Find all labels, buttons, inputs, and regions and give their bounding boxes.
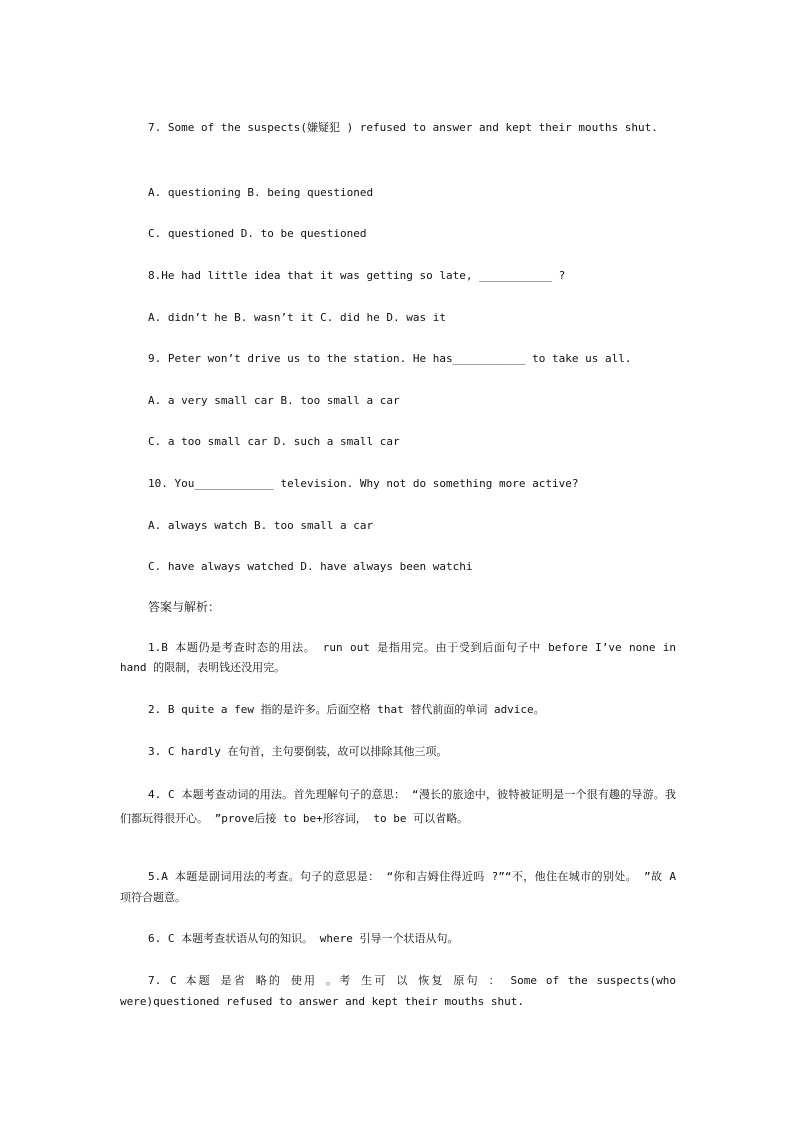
answer-5: 5.A 本题是副词用法的考查。句子的意思是： “你和吉姆住得近吗 ?”“不，他住在城市的别处。 ”故 A 项符合题意。 [120, 870, 676, 904]
question-8-stem: 8.He had little idea that it was getting so late, ___________ ? [148, 269, 566, 282]
question-8-options: A. didn’t he B. wasn’t it C. did he D. was it [148, 311, 447, 324]
question-9-options-ab: A. a very small car B. too small a car [148, 394, 400, 407]
answer-4: 4. C 本题考查动词的用法。首先理解句子的意思： “漫长的旅途中，彼特被证明是一个很有趣的导游。我们都玩得很开心。 ”prove后接 to be+形容词， to be 可以省略。 [120, 788, 676, 825]
answer-3: 3. C hardly 在句首，主句要倒装，故可以排除其他三项。 [148, 745, 448, 758]
answer-2: 2. B quite a few 指的是许多。后面空格 that 替代前面的单词 advice。 [148, 703, 545, 716]
answer-6: 6. C 本题考查状语从句的知识。 where 引导一个状语从句。 [148, 932, 459, 945]
question-7-options-ab: A. questioning B. being questioned [148, 186, 374, 199]
answer-7: 7. C 本题 是省 略的 使用 。考 生可 以 恢复 原句 ： Some of the suspects(who were)questioned refused to answer and kept their mouths shut. [120, 974, 676, 1008]
question-7-stem: 7. Some of the suspects(嫌疑犯 ) refused to answer and kept their mouths shut. [148, 121, 658, 134]
question-10-options-ab: A. always watch B. too small a car [148, 519, 374, 532]
answer-1: 1.B 本题仍是考查时态的用法。 run out 是指用完。由于受到后面句子中 before I’ve none in hand 的限制，表明钱还没用完。 [120, 641, 676, 674]
answers-heading: 答案与解析： [148, 600, 221, 614]
question-7-options-cd: C. questioned D. to be questioned [148, 227, 367, 240]
question-9-options-cd: C. a too small car D. such a small car [148, 435, 400, 448]
question-10-options-cd: C. have always watched D. have always been watchi [148, 560, 473, 573]
question-10-stem: 10. You____________ television. Why not do something more active? [148, 477, 579, 490]
question-9-stem: 9. Peter won’t drive us to the station. He has___________ to take us all. [148, 352, 632, 365]
